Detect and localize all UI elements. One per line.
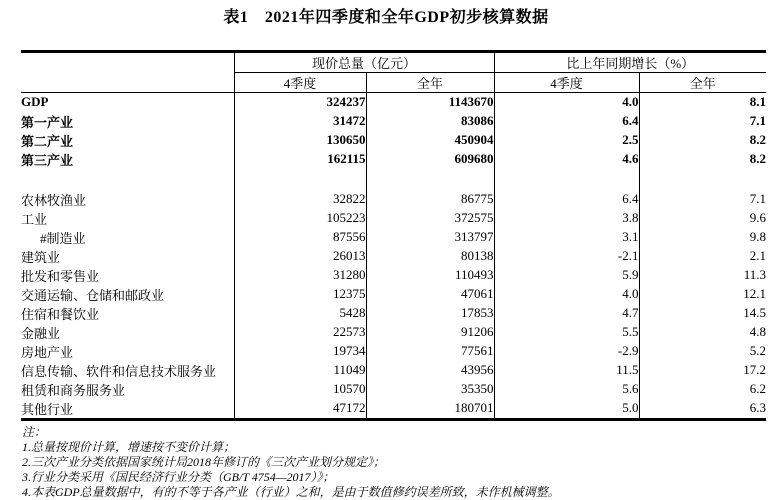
cell-current-year: 17853 — [366, 304, 494, 323]
cell-current-year: 313797 — [366, 228, 494, 247]
cell-current-year: 110493 — [366, 266, 494, 285]
row-label: 批发和零售业 — [21, 268, 100, 284]
table-row — [21, 150, 766, 169]
row-label: 交通运输、仓储和邮政业 — [21, 287, 165, 303]
cell-current-q4: 26013 — [234, 247, 366, 266]
cell-current-q4: 87556 — [234, 228, 366, 247]
table-row — [21, 342, 766, 361]
cell-growth-q4: -2.9 — [494, 342, 639, 361]
row-label: GDP — [21, 94, 49, 110]
cell-growth-q4: 4.0 — [494, 93, 639, 112]
footnotes — [22, 425, 772, 500]
header-growth-q4: 4季度 — [494, 73, 639, 93]
cell-current-q4: 11049 — [234, 361, 366, 380]
cell-current-year: 80138 — [366, 247, 494, 266]
header-group-yoy-growth: 比上年同期增长（%） — [494, 52, 766, 73]
row-label: 第一产业 — [21, 114, 74, 130]
cell-current-q4: 12375 — [234, 285, 366, 304]
cell-current-q4: 47172 — [234, 399, 366, 420]
table-row — [21, 228, 766, 247]
table-row — [21, 399, 766, 420]
cell-current-year: 77561 — [366, 342, 494, 361]
cell-growth-year: 6.2 — [639, 380, 766, 399]
row-label: #制造业 — [40, 230, 86, 246]
spacer-row — [21, 169, 766, 190]
footnote-line: 3.行业分类采用《国民经济行业分类（GB/T 4754—2017）》； — [22, 469, 335, 484]
cell-growth-q4: 4.6 — [494, 150, 639, 169]
table-row — [21, 323, 766, 342]
cell-current-q4: 105223 — [234, 209, 366, 228]
cell-growth-q4: 2.5 — [494, 131, 639, 150]
cell-growth-year: 8.1 — [639, 93, 766, 112]
cell-current-q4: 5428 — [234, 304, 366, 323]
cell-current-year: 372575 — [366, 209, 494, 228]
cell-current-year: 43956 — [366, 361, 494, 380]
footnote-line: 4.本表GDP总量数据中，有的不等于各产业（行业）之和，是由于数值修约误差所致，未作机械调整。 — [22, 484, 560, 499]
cell-growth-q4: 6.4 — [494, 190, 639, 209]
cell-growth-q4: 5.9 — [494, 266, 639, 285]
header-corner-cell — [21, 52, 234, 93]
header-group-current-price: 现价总量（亿元） — [234, 52, 494, 73]
cell-current-q4 — [234, 169, 366, 190]
table-row — [21, 285, 766, 304]
cell-current-year: 609680 — [366, 150, 494, 169]
table-row — [21, 112, 766, 131]
gdp-table — [21, 50, 766, 421]
cell-growth-year: 11.3 — [639, 266, 766, 285]
cell-growth-year: 8.2 — [639, 131, 766, 150]
row-label: 工业 — [21, 211, 48, 227]
cell-current-year: 86775 — [366, 190, 494, 209]
row-label: 租赁和商务服务业 — [21, 382, 126, 398]
table-body — [21, 93, 766, 420]
table-row — [21, 266, 766, 285]
cell-growth-q4: 5.0 — [494, 399, 639, 420]
cell-current-q4: 130650 — [234, 131, 366, 150]
table-row — [21, 93, 766, 112]
cell-growth-q4: 4.0 — [494, 285, 639, 304]
page-title: 表1 2021年四季度和全年GDP初步核算数据 — [223, 9, 549, 26]
cell-growth-q4: 3.1 — [494, 228, 639, 247]
cell-current-q4: 31280 — [234, 266, 366, 285]
table-row — [21, 131, 766, 150]
table-row — [21, 209, 766, 228]
cell-growth-q4: 6.4 — [494, 112, 639, 131]
cell-current-year: 35350 — [366, 380, 494, 399]
cell-current-year: 180701 — [366, 399, 494, 420]
cell-growth-year: 8.2 — [639, 150, 766, 169]
cell-current-year: 91206 — [366, 323, 494, 342]
row-label: 建筑业 — [21, 249, 61, 265]
cell-growth-year: 4.8 — [639, 323, 766, 342]
cell-growth-year: 7.1 — [639, 112, 766, 131]
row-label: 其他行业 — [21, 401, 74, 417]
cell-growth-year: 2.1 — [639, 247, 766, 266]
cell-growth-q4: 4.7 — [494, 304, 639, 323]
cell-growth-q4 — [494, 169, 639, 190]
cell-growth-q4: 5.5 — [494, 323, 639, 342]
header-current-q4: 4季度 — [234, 73, 366, 93]
cell-current-q4: 19734 — [234, 342, 366, 361]
cell-growth-year: 9.8 — [639, 228, 766, 247]
cell-growth-year: 12.1 — [639, 285, 766, 304]
row-label: 住宿和餐饮业 — [21, 306, 100, 322]
table-row — [21, 304, 766, 323]
cell-current-q4: 32822 — [234, 190, 366, 209]
cell-growth-q4: -2.1 — [494, 247, 639, 266]
header-group-row — [21, 52, 766, 73]
footnote-line: 2.三次产业分类依据国家统计局2018年修订的《三次产业划分规定》； — [22, 454, 386, 469]
table-row — [21, 361, 766, 380]
cell-current-year: 83086 — [366, 112, 494, 131]
cell-growth-year: 17.2 — [639, 361, 766, 380]
row-label: 第二产业 — [21, 133, 74, 149]
cell-current-year: 450904 — [366, 131, 494, 150]
cell-current-q4: 162115 — [234, 150, 366, 169]
cell-growth-year: 5.2 — [639, 342, 766, 361]
cell-current-q4: 31472 — [234, 112, 366, 131]
header-current-year: 全年 — [366, 73, 494, 93]
row-label: 农林牧渔业 — [21, 192, 87, 208]
table-row — [21, 190, 766, 209]
table-row — [21, 247, 766, 266]
table-row — [21, 380, 766, 399]
footnote-line: 1.总量按现价计算，增速按不变价计算； — [22, 439, 236, 454]
cell-growth-q4: 3.8 — [494, 209, 639, 228]
cell-current-year — [366, 169, 494, 190]
row-label: 信息传输、软件和信息技术服务业 — [21, 363, 217, 379]
row-label: 金融业 — [21, 325, 61, 341]
cell-growth-year: 7.1 — [639, 190, 766, 209]
header-growth-year: 全年 — [639, 73, 766, 93]
cell-current-year: 1143670 — [366, 93, 494, 112]
cell-growth-year — [639, 169, 766, 190]
row-label: 第三产业 — [21, 152, 74, 168]
cell-growth-year: 6.3 — [639, 399, 766, 420]
table-header — [21, 52, 766, 93]
cell-growth-q4: 5.6 — [494, 380, 639, 399]
row-label — [21, 169, 234, 190]
cell-current-q4: 10570 — [234, 380, 366, 399]
cell-current-q4: 22573 — [234, 323, 366, 342]
footnote-heading: 注： — [22, 424, 47, 439]
cell-growth-q4: 11.5 — [494, 361, 639, 380]
cell-current-year: 47061 — [366, 285, 494, 304]
cell-current-q4: 324237 — [234, 93, 366, 112]
cell-growth-year: 9.6 — [639, 209, 766, 228]
row-label: 房地产业 — [21, 344, 74, 360]
cell-growth-year: 14.5 — [639, 304, 766, 323]
